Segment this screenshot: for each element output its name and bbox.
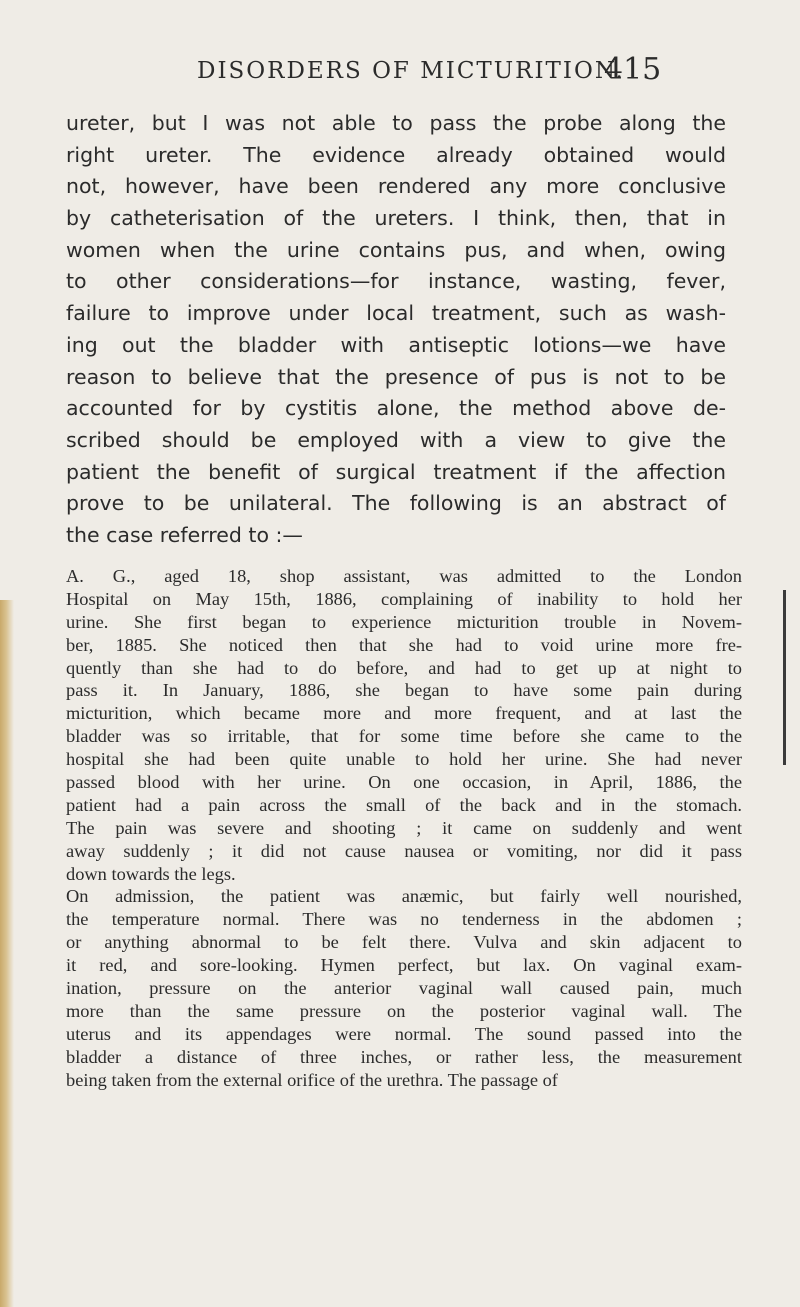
text-line: uterus and its appendages were normal. The sound passed into the — [66, 1023, 742, 1044]
text-line: to other considerations—for instance, wasting, fever, — [66, 269, 726, 294]
case-abstract — [66, 565, 742, 1091]
text-line: failure to improve under local treatment, such as wash- — [66, 301, 726, 326]
text-line: pass it. In January, 1886, she began to have some pain during — [66, 680, 742, 701]
text-line: more than the same pressure on the posterior vaginal wall. The — [66, 1000, 742, 1021]
text-line: the temperature normal. There was no tenderness in the abdomen ; — [66, 909, 742, 930]
text-line: hospital she had been quite unable to hold her urine. She had never — [66, 749, 742, 770]
admission-paragraph — [66, 885, 742, 1091]
running-head: DISORDERS OF MICTURITION. — [197, 58, 625, 84]
text-line: ination, pressure on the anterior vaginal wall caused pain, much — [66, 978, 742, 999]
page-edge-decoration — [0, 600, 14, 1307]
text-line: ing out the bladder with antiseptic lotions—we have — [66, 332, 726, 357]
text-line: down towards the legs. — [66, 863, 236, 884]
text-line: On admission, the patient was anæmic, but fairly well nourished, — [66, 886, 742, 907]
text-line: being taken from the external orifice of the urethra. The passage of — [66, 1069, 558, 1090]
page-header — [0, 50, 800, 90]
text-line: micturition, which became more and more frequent, and at last the — [66, 703, 742, 724]
text-line: bladder a distance of three inches, or rather less, the measurement — [66, 1046, 742, 1067]
text-line: patient had a pain across the small of the back and in the stomach. — [66, 794, 742, 815]
text-line: patient the benefit of surgical treatment if the affection — [66, 459, 726, 484]
text-line: bladder was so irritable, that for some time before she came to the — [66, 726, 742, 747]
text-line: The pain was severe and shooting ; it came on suddenly and went — [66, 817, 742, 838]
text-line: ureter, but I was not able to pass the probe along the — [66, 111, 726, 135]
text-line: not, however, have been rendered any more conclusive — [66, 174, 726, 199]
text-line: A. G., aged 18, shop assistant, was admitted to the London — [66, 566, 742, 586]
text-line: it red, and sore-looking. Hymen perfect, but lax. On vaginal exam- — [66, 955, 742, 976]
text-line: reason to believe that the presence of pus is not to be — [66, 364, 726, 389]
text-line: scribed should be employed with a view to give the — [66, 427, 726, 452]
margin-mark — [783, 590, 786, 765]
text-line: by catheterisation of the ureters. I think, then, that in — [66, 206, 726, 231]
main-paragraph — [66, 108, 726, 552]
text-line: the case referred to :— — [66, 522, 303, 547]
text-line: urine. She first began to experience micturition trouble in Novem- — [66, 611, 742, 632]
text-line: right ureter. The evidence already obtained would — [66, 142, 726, 167]
text-line: prove to be unilateral. The following is an abstract of — [66, 491, 726, 516]
text-line: away suddenly ; it did not cause nausea or vomiting, nor did it pass — [66, 840, 742, 861]
text-line: or anything abnormal to be felt there. Vulva and skin adjacent to — [66, 932, 742, 953]
text-line: passed blood with her urine. On one occasion, in April, 1886, the — [66, 772, 742, 793]
text-line: Hospital on May 15th, 1886, complaining of inability to hold her — [66, 588, 742, 609]
text-line: ber, 1885. She noticed then that she had to void urine more fre- — [66, 634, 742, 655]
case-history-paragraph — [66, 565, 742, 885]
text-line: women when the urine contains pus, and when, owing — [66, 237, 726, 262]
text-line: accounted for by cystitis alone, the method above de- — [66, 396, 726, 421]
page-number: 415 — [604, 52, 662, 87]
text-line: quently than she had to do before, and had to get up at night to — [66, 657, 742, 678]
